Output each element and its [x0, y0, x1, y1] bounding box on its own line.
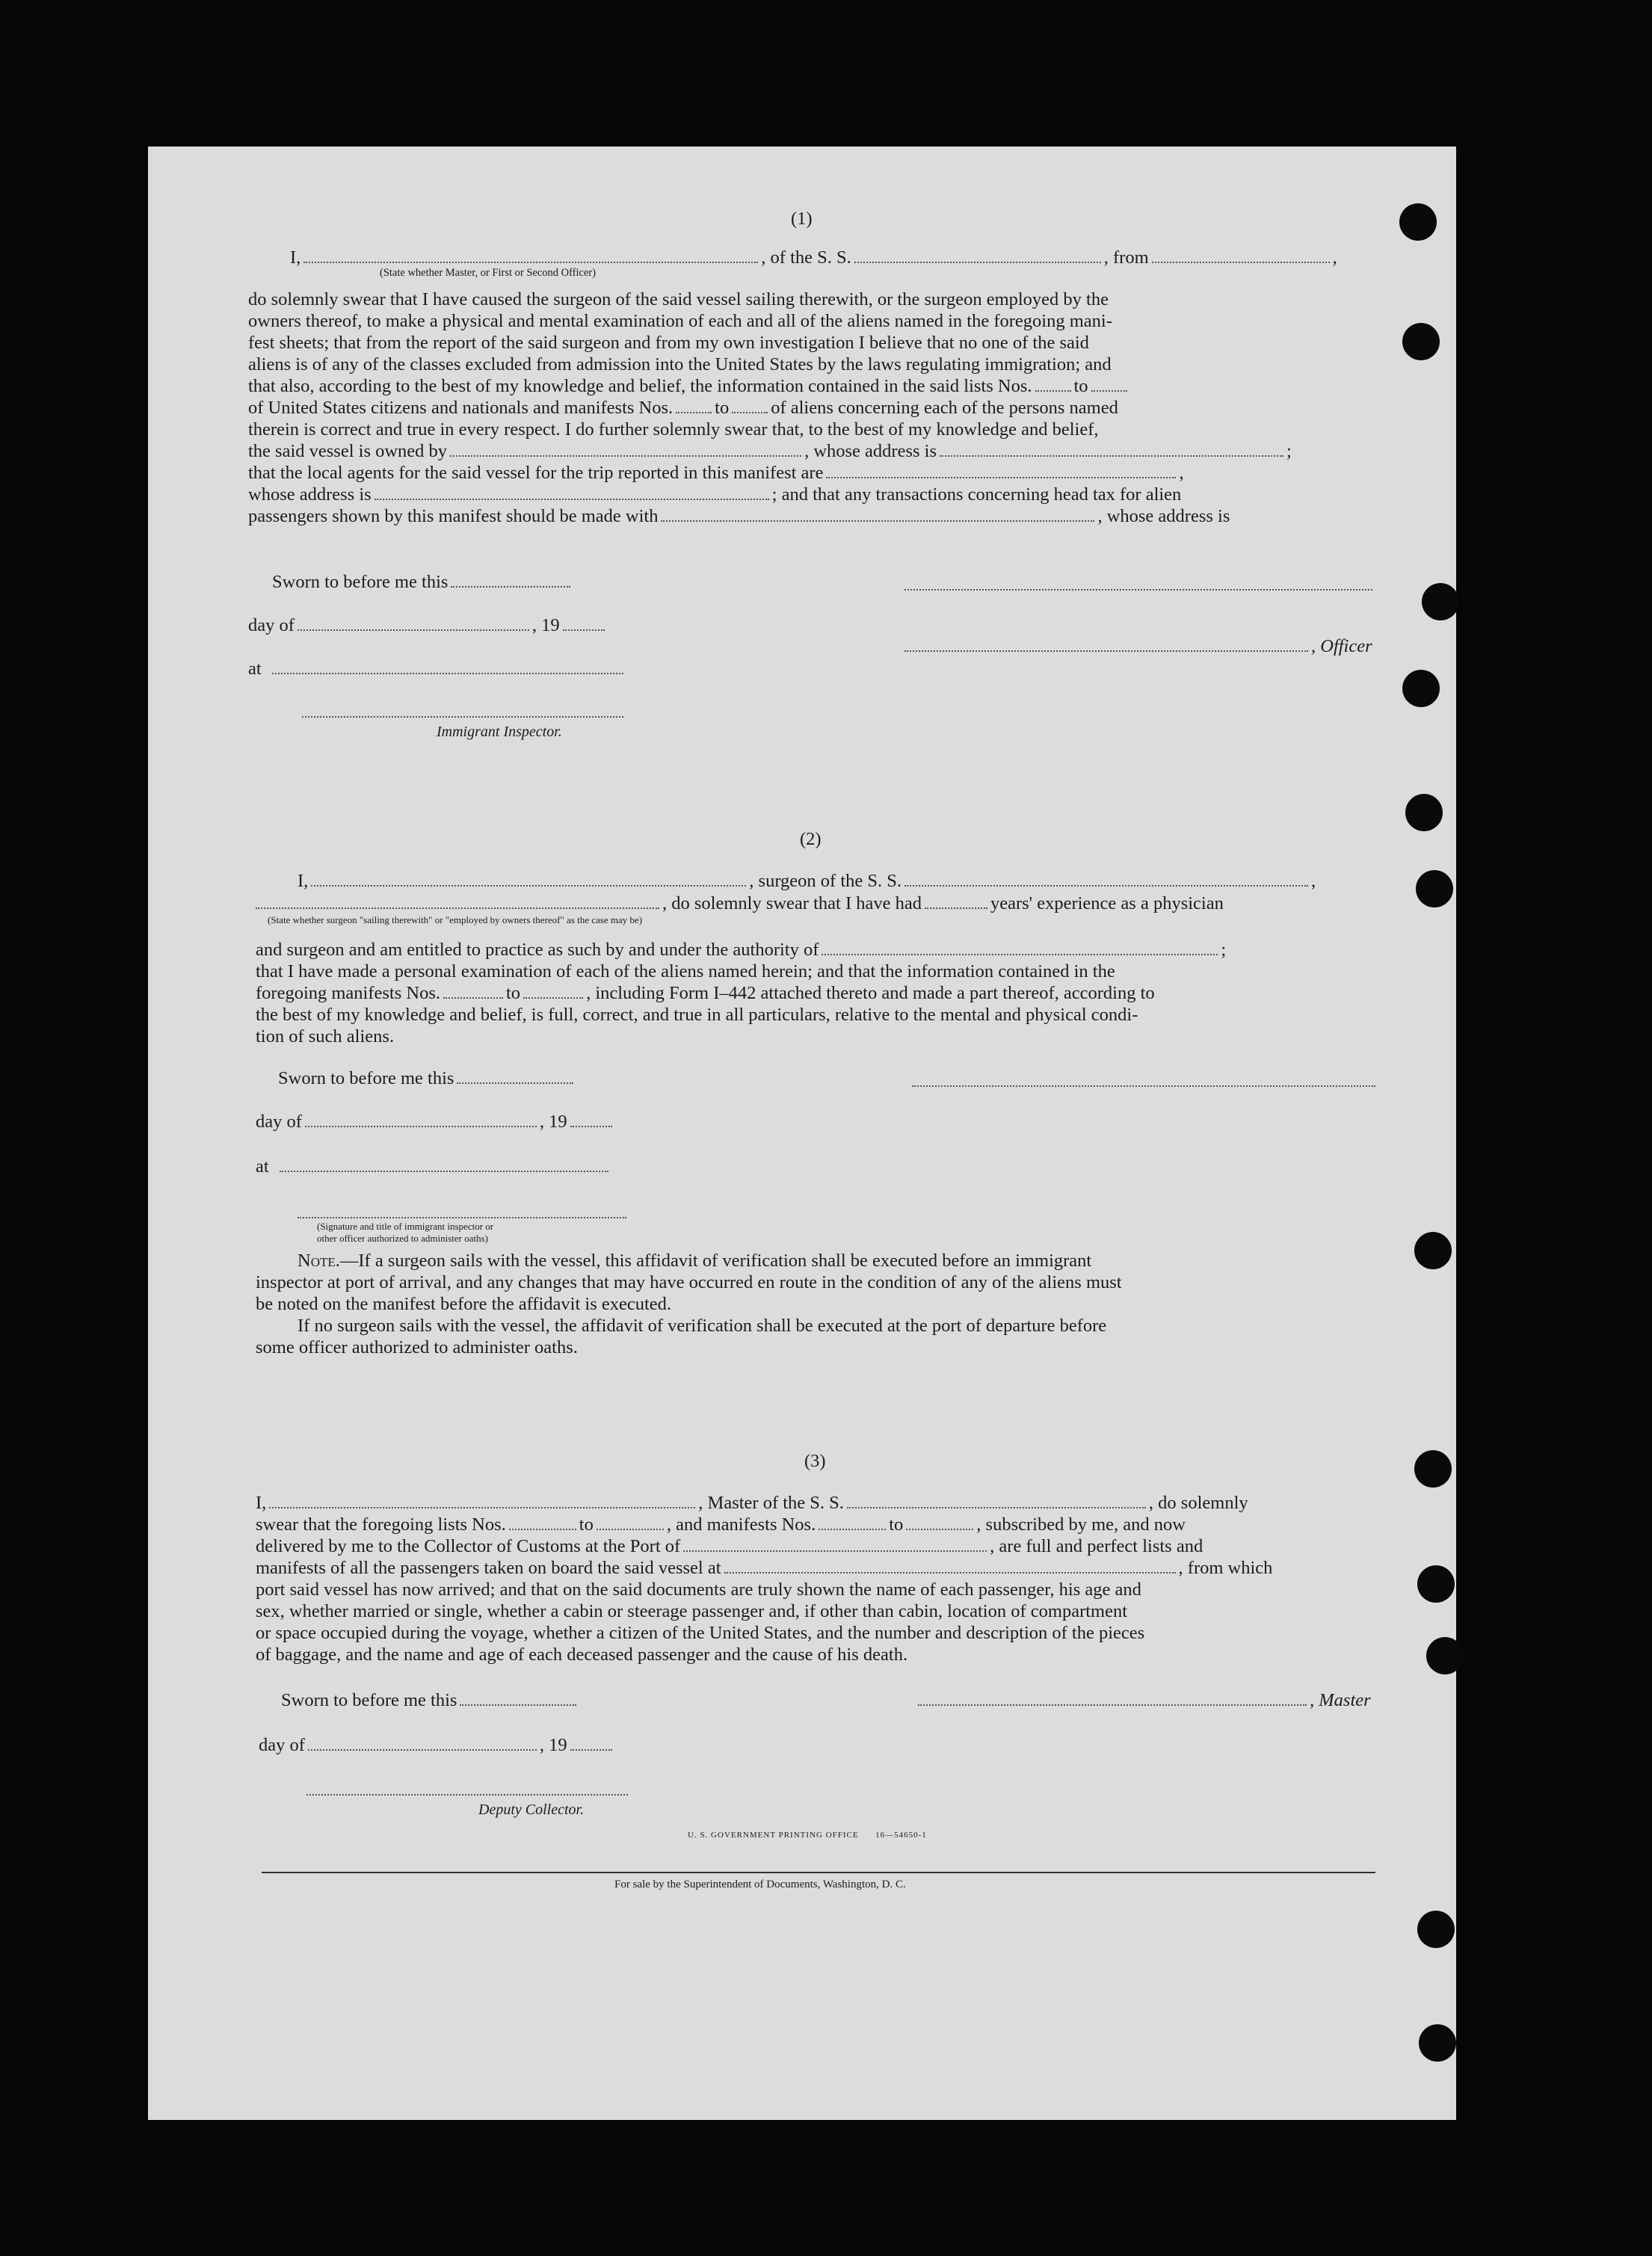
note-label: Note.: [298, 1251, 340, 1271]
head-tax-line: passengers shown by this manifest should be made with , whose address is: [248, 506, 1230, 526]
section-2-oath-line: I, , surgeon of the S. S. ,: [298, 871, 1316, 891]
head-tax-party-field[interactable]: [661, 507, 1094, 522]
of-ss-label: , of the S. S.: [761, 247, 851, 268]
officer-label: , Officer: [1311, 636, 1372, 656]
footer-rule: [262, 1872, 1375, 1873]
note-paragraph-1-line-3: be noted on the manifest before the affidavit is executed.: [256, 1294, 672, 1314]
surgeon-status-field[interactable]: [256, 894, 659, 909]
section-1-day-of: day of , 19: [248, 614, 608, 637]
section-3-body-1: port said vessel has now arrived; and that on the said documents are truly shown the name of each passenger, his age and: [256, 1579, 1141, 1600]
lists-from-field[interactable]: [1035, 377, 1071, 392]
section-3-sworn: Sworn to before me this: [281, 1689, 579, 1712]
surgeon-status-note: (State whether surgeon "sailing therewith" or "employed by owners thereof" as the case may be): [268, 914, 643, 925]
signature-title-note-2: other officer authorized to administer oaths): [317, 1233, 488, 1244]
section-1-body-4: aliens is of any of the classes excluded from admission into the United States by the laws regulating immigration; and: [248, 354, 1112, 375]
officer-signature-line-2b[interactable]: [298, 1217, 626, 1218]
officer-signature-field[interactable]: [904, 637, 1308, 652]
form-number: 16—54650-1: [875, 1831, 927, 1840]
section-2-at: at: [256, 1156, 611, 1178]
officer-signature-line-1[interactable]: [904, 589, 1372, 591]
boarding-port-field[interactable]: [724, 1559, 1176, 1574]
binder-hole: [1414, 1450, 1452, 1488]
customs-port-field[interactable]: [683, 1537, 987, 1552]
i-label: I,: [290, 247, 301, 268]
binder-hole: [1417, 1565, 1455, 1603]
sworn-year-field-1[interactable]: [563, 616, 605, 631]
master-signature-line: [918, 1689, 1371, 1712]
binder-hole: [1419, 2024, 1456, 2062]
state-officer-note: (State whether Master, or First or Second Officer): [380, 267, 597, 279]
sworn-day-field-3[interactable]: [460, 1691, 576, 1706]
binder-hole: [1399, 203, 1437, 241]
sworn-month-field-1[interactable]: [298, 616, 529, 631]
binder-hole: [1402, 323, 1440, 360]
section-2-sworn: Sworn to before me this: [278, 1067, 576, 1090]
section-3-port-line: delivered by me to the Collector of Customs at the Port of , are full and perfect lists and: [256, 1536, 1203, 1556]
sworn-day-field-1[interactable]: [451, 573, 570, 588]
binder-hole: [1416, 870, 1453, 907]
section-3-body-3: or space occupied during the voyage, whether a citizen of the United States, and the number and description of the pieces: [256, 1623, 1145, 1643]
master-vessel-field[interactable]: [847, 1494, 1146, 1508]
manifests-to-field[interactable]: [732, 398, 768, 413]
manifests-numbers-line: of United States citizens and nationals and manifests Nos. to of aliens concerning each of the persons named: [248, 398, 1118, 418]
surgeon-name-field[interactable]: [311, 872, 746, 887]
section-3-body-2: sex, whether married or single, whether a cabin or steerage passenger and, if other than cabin, location of compartment: [256, 1601, 1128, 1621]
surgeon-manifests-to-field[interactable]: [523, 984, 583, 999]
section-1-sworn: Sworn to before me this: [272, 571, 573, 594]
for-sale-notice: For sale by the Superintendent of Documents, Washington, D. C.: [614, 1879, 906, 1890]
master-label: , Master: [1310, 1690, 1371, 1710]
master-name-field[interactable]: [269, 1494, 695, 1508]
inspector-label: Immigrant Inspector.: [437, 724, 562, 740]
section-1-body-2: owners thereof, to make a physical and mental examination of each and all of the aliens named in the foregoing mani-: [248, 311, 1112, 331]
section-2-body-2: the best of my knowledge and belief, is full, correct, and true in all particulars, relative to the mental and physical condi-: [256, 1005, 1138, 1025]
note-paragraph-1-line-2: inspector at port of arrival, and any changes that may have occurred en route in the condition of any of the aliens must: [256, 1272, 1122, 1292]
agents-address-field[interactable]: [375, 485, 769, 500]
section-1-number: (1): [791, 209, 813, 229]
section-3-day-of: day of , 19: [259, 1734, 615, 1757]
owner-line: the said vessel is owned by , whose address is ;: [248, 441, 1292, 461]
section-3-oath-line: I, , Master of the S. S. , do solemnly: [256, 1493, 1248, 1513]
section-2-day-of: day of , 19: [256, 1111, 615, 1133]
section-1-oath-line: I, , of the S. S. , from ,: [290, 247, 1337, 268]
binder-hole: [1402, 670, 1440, 707]
section-1-body-3: fest sheets; that from the report of the said surgeon and from my own investigation I believe that no one of the said: [248, 333, 1089, 353]
collector-signature-line[interactable]: [306, 1794, 628, 1796]
departure-port-field[interactable]: [1152, 248, 1330, 263]
sworn-month-field-2[interactable]: [305, 1112, 537, 1127]
sworn-place-field-1[interactable]: [272, 659, 623, 674]
section-2-experience-line: , do solemnly swear that I have had years' experience as a physician: [256, 893, 1224, 915]
years-experience-field[interactable]: [925, 894, 987, 909]
sworn-year-field-3[interactable]: [570, 1736, 612, 1751]
owner-field[interactable]: [450, 442, 801, 457]
note-paragraph-1-line-1: Note.—If a surgeon sails with the vessel, this affidavit of verification shall be executed before an immigrant: [298, 1251, 1092, 1271]
signature-title-note-1: (Signature and title of immigrant inspector or: [317, 1221, 494, 1232]
surgeon-manifests-from-field[interactable]: [443, 984, 503, 999]
binder-hole: [1414, 1232, 1452, 1269]
surgeon-signature-line[interactable]: [912, 1085, 1375, 1087]
vessel-name-field[interactable]: [854, 248, 1101, 263]
section-1-body-1: do solemnly swear that I have caused the surgeon of the said vessel sailing therewith, or the surgeon employed by the: [248, 289, 1109, 309]
binder-hole: [1405, 794, 1443, 831]
binder-hole: [1426, 1637, 1464, 1674]
sworn-day-field-2[interactable]: [457, 1069, 573, 1084]
lists-numbers-line: that also, according to the best of my knowledge and belief, the information contained in the said lists Nos. to: [248, 375, 1130, 398]
manifests-from-field[interactable]: [676, 398, 712, 413]
owner-address-field[interactable]: [940, 442, 1283, 457]
authority-field[interactable]: [822, 940, 1218, 955]
section-3-boarding-line: manifests of all the passengers taken on board the said vessel at , from which: [256, 1558, 1273, 1578]
sworn-month-field-3[interactable]: [308, 1736, 537, 1751]
master-lists-to-field[interactable]: [597, 1515, 664, 1530]
section-2-manifests-line: foregoing manifests Nos. to , including Form I–442 attached thereto and made a part thereof, according to: [256, 983, 1155, 1003]
note-paragraph-2-line-2: some officer authorized to administer oaths.: [256, 1337, 578, 1357]
note-paragraph-2-line-1: If no surgeon sails with the vessel, the affidavit of verification shall be executed at the port of departure before: [298, 1316, 1107, 1336]
section-3-number: (3): [804, 1451, 826, 1471]
master-manifests-to-field[interactable]: [906, 1515, 973, 1530]
therein-line: therein is correct and true in every respect. I do further solemnly swear that, to the best of my knowledge and belief,: [248, 419, 1099, 440]
section-3-lists-line: swear that the foregoing lists Nos. to , and manifests Nos. to , subscribed by me, and now: [256, 1514, 1186, 1535]
section-2-body-3: tion of such aliens.: [256, 1026, 395, 1047]
section-1-at: at: [248, 658, 626, 680]
collector-label: Deputy Collector.: [478, 1802, 585, 1818]
agents-address-line: whose address is ; and that any transactions concerning head tax for alien: [248, 484, 1182, 505]
section-2-number: (2): [800, 829, 822, 849]
sworn-place-field-2[interactable]: [280, 1157, 608, 1172]
master-manifests-from-field[interactable]: [819, 1515, 886, 1530]
surgeon-vessel-field[interactable]: [904, 872, 1308, 887]
binder-hole: [1417, 1911, 1455, 1948]
section-3-body-4: of baggage, and the name and age of each deceased passenger and the cause of his death.: [256, 1645, 908, 1665]
officer-rank-field[interactable]: [303, 248, 758, 263]
master-lists-from-field[interactable]: [509, 1515, 576, 1530]
master-signature-field[interactable]: [918, 1691, 1307, 1706]
lists-to-field[interactable]: [1091, 377, 1127, 392]
officer-signature-line-2: [904, 635, 1372, 658]
agents-line: that the local agents for the said vessel for the trip reported in this manifest are ,: [248, 463, 1184, 483]
from-label: , from: [1103, 247, 1149, 268]
sworn-year-field-2[interactable]: [570, 1112, 612, 1127]
local-agents-field[interactable]: [826, 463, 1176, 478]
authority-line: and surgeon and am entitled to practice as such by and under the authority of ;: [256, 940, 1227, 960]
binder-hole: [1422, 583, 1459, 620]
manifest-affidavit-page: [148, 147, 1456, 2120]
printing-office-label: U. S. GOVERNMENT PRINTING OFFICE 16—54650-1: [688, 1831, 927, 1840]
inspector-signature-line[interactable]: [302, 716, 623, 718]
section-2-body-1: that I have made a personal examination of each of the aliens named herein; and that the information contained in the: [256, 961, 1115, 981]
